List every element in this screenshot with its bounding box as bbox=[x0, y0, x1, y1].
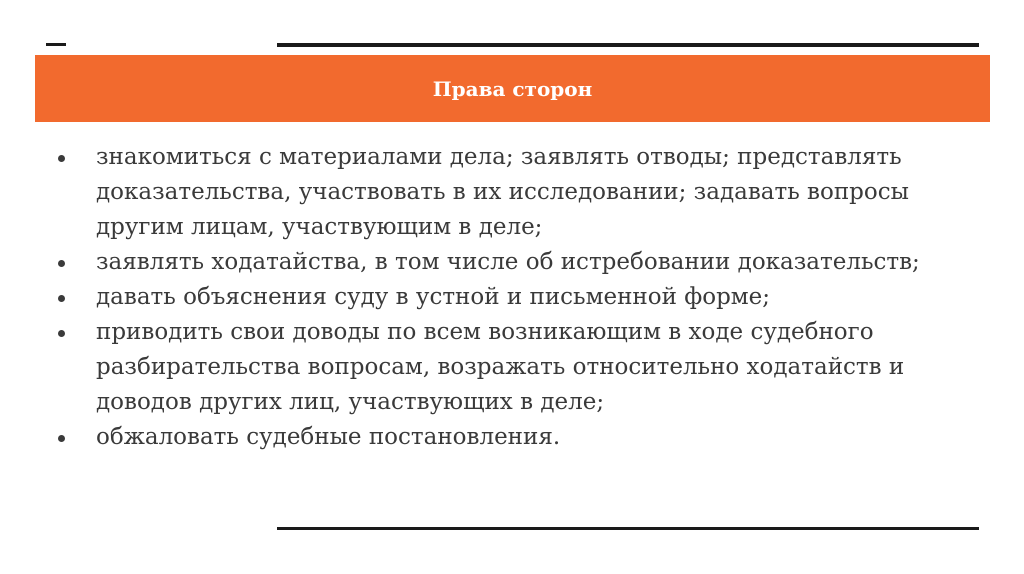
top-rule bbox=[277, 43, 979, 47]
bullet-item bbox=[58, 280, 988, 315]
bottom-rule bbox=[277, 527, 979, 530]
slide-title: Права сторон bbox=[432, 76, 593, 101]
bullet-item bbox=[58, 420, 988, 455]
bullet-item bbox=[58, 315, 988, 420]
bullet-dot-icon bbox=[58, 435, 65, 442]
bullet-dot-icon bbox=[58, 260, 65, 267]
bullet-text: обжаловать судебные постановления. bbox=[96, 424, 561, 450]
bullet-text: приводить свои доводы по всем возникающим в ходе судебного разбирательства вопросам, возражать относительно ходатайств и доводов других лиц, участвующих в деле; bbox=[96, 319, 905, 415]
bullet-text: заявлять ходатайства, в том числе об истребовании доказательств; bbox=[96, 249, 920, 275]
top-left-short-rule bbox=[46, 43, 66, 46]
bullet-dot-icon bbox=[58, 330, 65, 337]
bullet-text: знакомиться с материалами дела; заявлять отводы; представлять доказательства, участвовать в их исследовании; задавать вопросы другим лицам, участвующим в деле; bbox=[96, 144, 909, 240]
content-area bbox=[58, 140, 988, 455]
bullet-dot-icon bbox=[58, 295, 65, 302]
bullet-item bbox=[58, 245, 988, 280]
title-band bbox=[35, 55, 990, 122]
bullet-item bbox=[58, 140, 988, 245]
bullet-list bbox=[58, 140, 988, 455]
bullet-dot-icon bbox=[58, 155, 65, 162]
bullet-text: давать объяснения суду в устной и письменной форме; bbox=[96, 284, 771, 310]
